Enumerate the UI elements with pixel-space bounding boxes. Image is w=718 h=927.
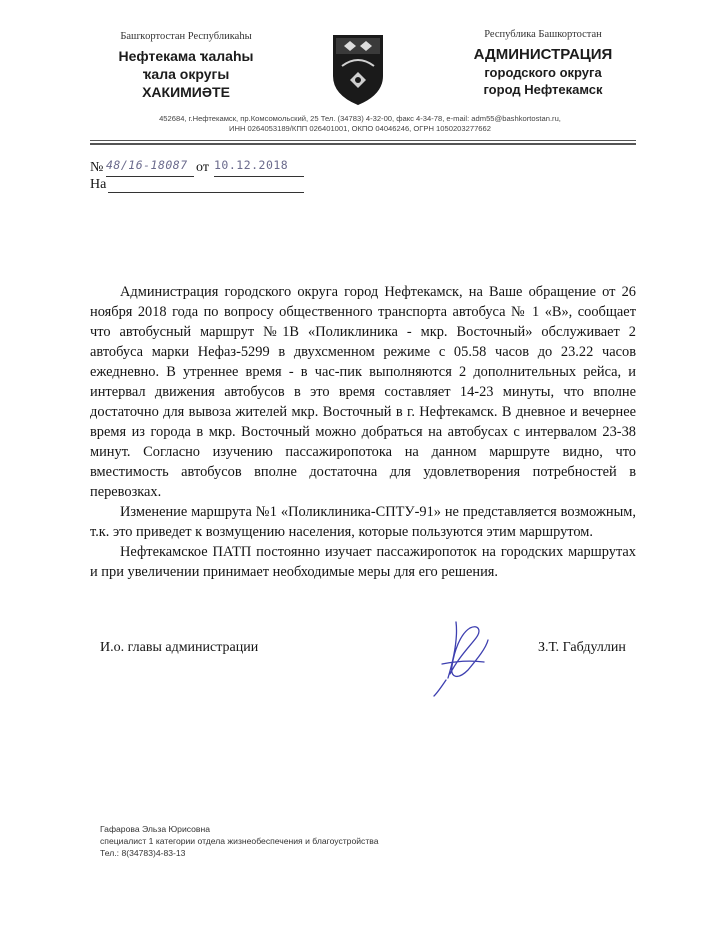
- header-left-line1: Нефтекама ҡалаһы: [118, 48, 254, 64]
- reg-number-value: 48/16-18087: [106, 158, 194, 177]
- body-paragraph-1: Администрация городского округа город Нефтекамск, на Ваше обращение от 26 ноября 2018 года по вопросу общественного транспорта автобуса № 1 «В», сообщает что автобусный маршрут №1В «Поликлиника - мкр. Восточный» обслуживает 2 автобуса марки Нефаз-5299 в двухсменном режиме с 05.58 часов до 23.22 часов ежедневно. В утреннее время - в час-пик выполняются 2 дополнительных рейса, и интервал движения автобусов в это время составляет 14-23 минуты, что вполне достаточно для вывоза жителей мкр. Восточный в г. Нефтекамск. В дневное и вечернее время из города в мкр. Восточный можно добраться на автобусах с интервалом 23-38 минут. Согласно изучению пассажиропотока на данном маршруте видно, что вместимость автобусов вполне достаточна для удовлетворения потребностей в перевозках.: [90, 284, 636, 500]
- handwritten-signature: [428, 618, 500, 700]
- footer-performer-title: специалист 1 категории отдела жизнеобеспечения и благоустройства: [100, 836, 379, 846]
- footer-performer-phone: Тел.: 8(34783)4-83-13: [100, 848, 186, 858]
- letter-body: [90, 282, 636, 582]
- reg-on-line: [108, 192, 304, 193]
- footer-performer-name: Гафарова Эльза Юрисовна: [100, 824, 211, 834]
- header-left-line3: ХАКИМИӘТЕ: [142, 84, 230, 100]
- signer-name: З.Т. Габдуллин: [538, 640, 626, 655]
- header-right-region: Республика Башкортостан: [484, 29, 602, 40]
- coat-of-arms-emblem: [330, 32, 386, 106]
- reg-number-label: №: [90, 160, 104, 175]
- address-line-2: ИНН 0264053189/КПП 026401001, ОКПО 04046246, ОГРН 1050203277662: [229, 124, 491, 133]
- body-paragraph-3: Нефтекамское ПАТП постоянно изучает пассажиропоток на городских маршрутах и при увеличении принимает необходимые меры для его решения.: [90, 544, 636, 580]
- signer-position: И.о. главы администрации: [100, 640, 259, 655]
- header-left-line2: ҡала округы: [142, 66, 230, 82]
- reg-on-label: На: [90, 177, 107, 192]
- header-rule-top: [90, 140, 636, 141]
- header-right-line3: город Нефтекамск: [483, 82, 603, 97]
- header-right-line1: АДМИНИСТРАЦИЯ: [473, 46, 613, 63]
- header-rule-bottom: [90, 143, 636, 145]
- reg-date-label: от: [196, 160, 209, 175]
- header-left-region: Башҡортостан Республикаһы: [120, 31, 252, 42]
- body-paragraph-2: Изменение маршрута №1 «Поликлиника-СПТУ-91» не представляется возможным, т.к. это приведет к возмущению населения, которые пользуются этим маршрутом.: [90, 504, 636, 540]
- header-right-line2: городского округа: [484, 65, 602, 80]
- address-line-1: 452684, г.Нефтекамск, пр.Комсомольский, 25 Тел. (34783) 4-32-00, факс 4-34-78, e-mail: adm55@bashkortostan.ru,: [159, 114, 561, 123]
- reg-date-value: 10.12.2018: [214, 158, 304, 177]
